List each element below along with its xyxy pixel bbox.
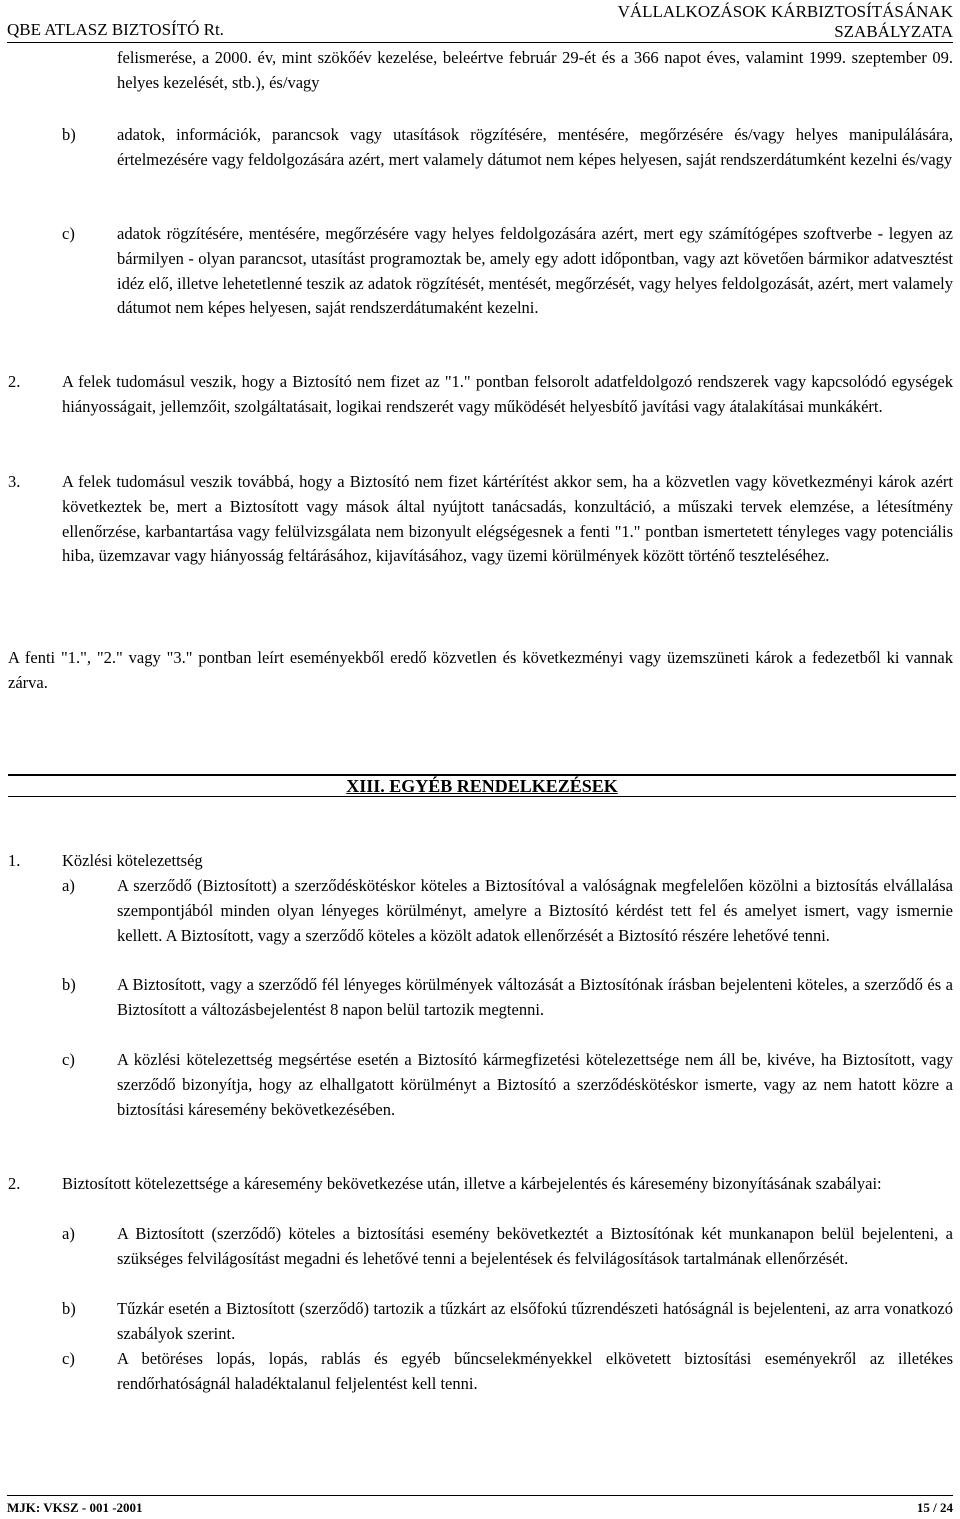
section-2-text: Biztosított kötelezettsége a káresemény bekövetkezése után, illetve a kárbejelentés és káresemény bizonyításának szabályai:	[62, 1174, 882, 1193]
s1-item-c-text: A közlési kötelezettség megsértése esetén a Biztosító kármegfizetési kötelezettsége nem áll be, kivéve, ha Biztosított, vagy szerződő bizonyítja, hogy az elhallgatott körülményt a Biztosító a szerződéskötéskor ismerte, vagy az nem hatott közre a biztosítási káresemény bekövetkezésében.	[117, 1050, 953, 1119]
s2-item-b-label: b)	[62, 1299, 76, 1318]
s2-item-b-text: Tűzkár esetén a Biztosított (szerződő) tartozik a tűzkárt az elsőfokú tűzrendészeti hatóságnál is bejelenteni, az arra vonatkozó szabályok szerint.	[117, 1299, 953, 1343]
section-2-label: 2.	[8, 1174, 21, 1193]
footer-document-code: MJK: VKSZ - 001 -2001	[7, 1500, 143, 1515]
s2-item-c-label: c)	[62, 1349, 75, 1368]
section-1-label: 1.	[8, 851, 21, 870]
item-c-text: adatok rögzítésére, mentésére, megőrzésére vagy helyes feldolgozására azért, mert egy számítógépes szoftverbe - legyen az bármilyen - olyan parancsot, utasítást programoztak be, amely egy adott időpontban, vagy azt követően bármikor adatvesztést idéz elő, illetve lehetetlenné teszik az adatok rögzítését, mentését, megőrzését, vagy helyes feldolgozását, azért, mert valamely dátumot nem képes helyesen, saját rendszerdátumaként kezelni.	[117, 224, 953, 318]
section-1-title: Közlési kötelezettség	[62, 851, 203, 870]
section-title: XIII. EGYÉB RENDELKEZÉSEK	[346, 776, 618, 796]
s2-item-c-text: A betöréses lopás, lopás, rablás és egyéb bűncselekményekkel elkövetett biztosítási eseményekről az illetékes rendőrhatóságnál haladéktalanul feljelentést kell tenni.	[117, 1349, 953, 1393]
paragraph-3-text: A felek tudomásul veszik továbbá, hogy a Biztosító nem fizet kártérítést akkor sem, ha a közvetlen vagy következményi károk azért következtek be, mert a Biztosított vagy mások által nyújtott tanácsadás, konzultáció, a műszaki tervek elemzése, a létesítmény ellenőrzése, karbantartása vagy felülvizsgálata nem bizonyult elégségesnek a fenti "1." pontban ismertetett tényleges vagy potenciális hiba, üzemzavar vagy hiányosság feltárásához, kijavításához, vagy üzemi körülmények között történő teszteléséhez.	[62, 472, 953, 566]
s1-item-b-text: A Biztosított, vagy a szerződő fél lényeges körülmények változását a Biztosítónak írásban bejelenteni köteles, a szerződő és a Biztosított a változásbejelentést 8 napon belül tartozik megtenni.	[117, 975, 953, 1019]
paragraph-2-label: 2.	[8, 372, 21, 391]
paragraph-3-label: 3.	[8, 472, 21, 491]
continued-paragraph: felismerése, a 2000. év, mint szökőév kezelése, beleértve február 29-ét és a 366 napot éves, valamint 1999. szeptember 09. helyes kezelését, stb.), és/vagy	[117, 48, 953, 92]
s1-item-a-text: A szerződő (Biztosított) a szerződéskötéskor köteles a Biztosítóval a valóságnak megfelelően közölni a biztosítás elvállalása szempontjából minden olyan lényeges körülményt, amelyre a Biztosító kérdést tett fel és amelyet ismert, vagy ismernie kellett. A Biztosított, vagy a szerződő köteles a közölt adatok ellenőrzését a Biztosító részére lehetővé tenni.	[117, 876, 953, 945]
header-title-line1: VÁLLALKOZÁSOK KÁRBIZTOSÍTÁSÁNAK	[617, 2, 953, 21]
section-heading	[8, 774, 956, 798]
footer-page-number: 15 / 24	[916, 1500, 953, 1515]
header-title	[618, 2, 953, 42]
header-title-line2: SZABÁLYZATA	[834, 22, 953, 41]
closing-paragraph: A fenti "1.", "2." vagy "3." pontban leírt eseményekből eredő közvetlen és következményi vagy üzemszüneti károk a fedezetből ki vannak zárva.	[8, 648, 953, 692]
header-company: QBE ATLASZ BIZTOSÍTÓ Rt.	[7, 20, 224, 39]
item-b-text: adatok, információk, parancsok vagy utasítások rögzítésére, mentésére, megőrzésére és/vagy helyes manipulálására, értelmezésére vagy feldolgozására azért, mert valamely dátumot nem képes helyesen, saját rendszerdátumként kezelni és/vagy	[117, 125, 953, 169]
item-c-label: c)	[62, 224, 75, 243]
s1-item-a-label: a)	[62, 876, 75, 895]
s1-item-c-label: c)	[62, 1050, 75, 1069]
s2-item-a-text: A Biztosított (szerződő) köteles a biztosítási esemény bekövetkeztét a Biztosítónak két munkanapon belül bejelenteni, a szükséges felvilágosítást megadni és lehetővé tenni a bejelentések és felvilágosítások tartalmának ellenőrzését.	[117, 1224, 953, 1268]
item-b-label: b)	[62, 125, 76, 144]
paragraph-2-text: A felek tudomásul veszik, hogy a Biztosító nem fizet az "1." pontban felsorolt adatfeldolgozó rendszerek vagy kapcsolódó egységek hiányosságait, jellemzőit, szolgáltatásait, logikai rendszerét vagy működését helyesbítő javítási vagy átalakításai munkákért.	[62, 372, 953, 416]
s2-item-a-label: a)	[62, 1224, 75, 1243]
page-footer	[7, 1495, 953, 1515]
s1-item-b-label: b)	[62, 975, 76, 994]
page-header	[7, 2, 953, 43]
